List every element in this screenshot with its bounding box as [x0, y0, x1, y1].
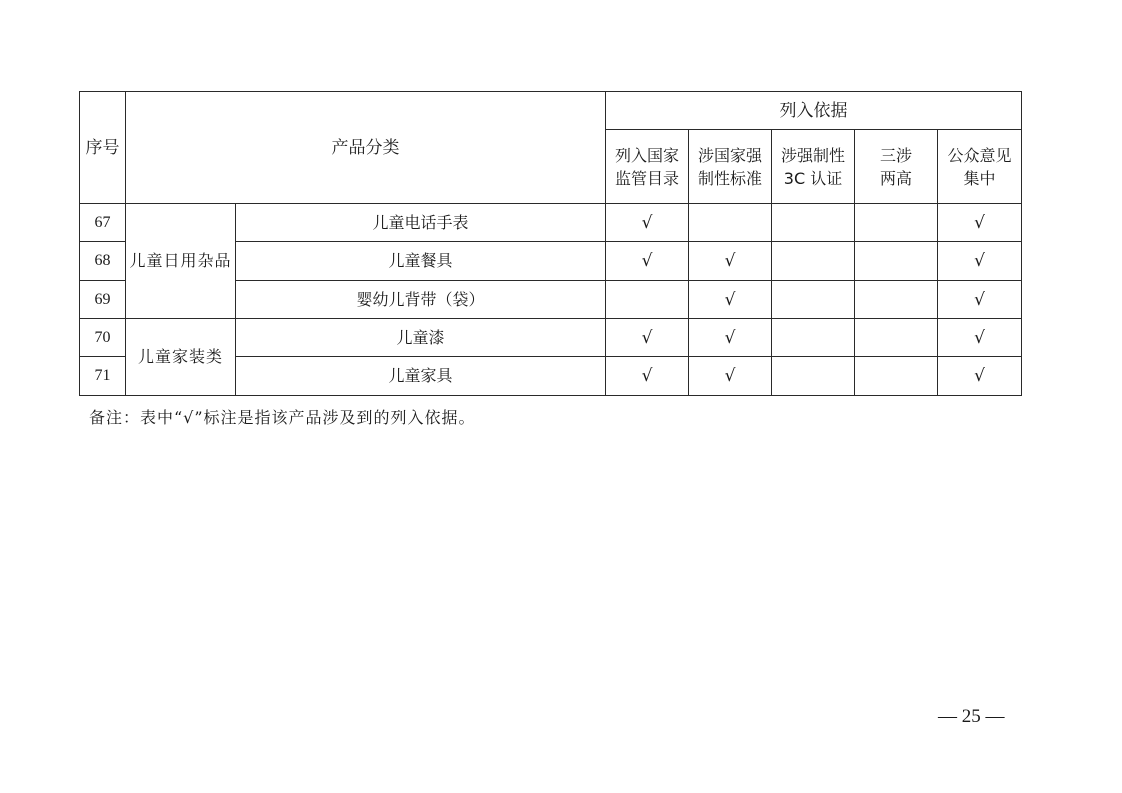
row-product: 儿童家具 — [236, 357, 606, 396]
row-mark: √ — [689, 357, 772, 396]
row-mark — [855, 319, 938, 357]
row-product: 婴幼儿背带（袋） — [236, 281, 606, 319]
row-mark: √ — [938, 319, 1022, 357]
row-mark — [855, 357, 938, 396]
row-mark — [772, 281, 855, 319]
header-basis-public — [938, 130, 1022, 204]
row-mark: √ — [938, 242, 1022, 281]
header-category: 产品分类 — [126, 92, 606, 204]
row-seq: 71 — [80, 357, 126, 396]
product-catalog-table — [79, 91, 1022, 396]
row-seq: 67 — [80, 204, 126, 242]
header-basis-public-line2: 集中 — [963, 168, 996, 188]
page-number: — 25 — — [938, 706, 1005, 727]
header-seq: 序号 — [80, 92, 126, 204]
header-basis-sanshe-line1: 三涉 — [879, 145, 912, 165]
row-mark: √ — [606, 357, 689, 396]
header-row-1 — [80, 92, 1022, 130]
header-basis-3c — [772, 130, 855, 204]
header-basis-sanshe-line2: 两高 — [879, 168, 912, 188]
header-basis-catalog — [606, 130, 689, 204]
table-row — [80, 319, 1022, 357]
row-mark — [855, 204, 938, 242]
row-seq: 70 — [80, 319, 126, 357]
group-category: 儿童日用杂品 — [126, 204, 236, 319]
row-mark: √ — [938, 357, 1022, 396]
row-product: 儿童电话手表 — [236, 204, 606, 242]
row-mark: √ — [689, 281, 772, 319]
row-mark: √ — [938, 281, 1022, 319]
row-mark — [772, 204, 855, 242]
row-product: 儿童餐具 — [236, 242, 606, 281]
header-basis-3c-line2: 3C 认证 — [783, 168, 843, 188]
row-mark — [689, 204, 772, 242]
row-mark — [772, 357, 855, 396]
header-basis-group: 列入依据 — [606, 92, 1022, 130]
row-product: 儿童漆 — [236, 319, 606, 357]
header-basis-standard-line2: 制性标准 — [697, 168, 762, 188]
row-mark: √ — [606, 319, 689, 357]
row-mark: √ — [938, 204, 1022, 242]
row-mark: √ — [606, 242, 689, 281]
row-seq: 68 — [80, 242, 126, 281]
table-note: 备注：表中“√”标注是指该产品涉及到的列入依据。 — [89, 408, 476, 427]
row-seq: 69 — [80, 281, 126, 319]
row-mark: √ — [689, 242, 772, 281]
header-basis-catalog-line2: 监管目录 — [614, 168, 679, 188]
header-basis-public-line1: 公众意见 — [947, 145, 1012, 165]
header-basis-standard-line1: 涉国家强 — [697, 145, 762, 165]
table-row — [80, 204, 1022, 242]
row-mark — [855, 242, 938, 281]
header-basis-catalog-line1: 列入国家 — [614, 145, 679, 165]
row-mark — [772, 319, 855, 357]
row-mark — [606, 281, 689, 319]
row-mark — [855, 281, 938, 319]
row-mark: √ — [606, 204, 689, 242]
row-mark — [772, 242, 855, 281]
header-basis-standard — [689, 130, 772, 204]
header-basis-sanshe — [855, 130, 938, 204]
row-mark: √ — [689, 319, 772, 357]
group-category: 儿童家装类 — [126, 319, 236, 396]
header-basis-3c-line1: 涉强制性 — [780, 145, 845, 165]
